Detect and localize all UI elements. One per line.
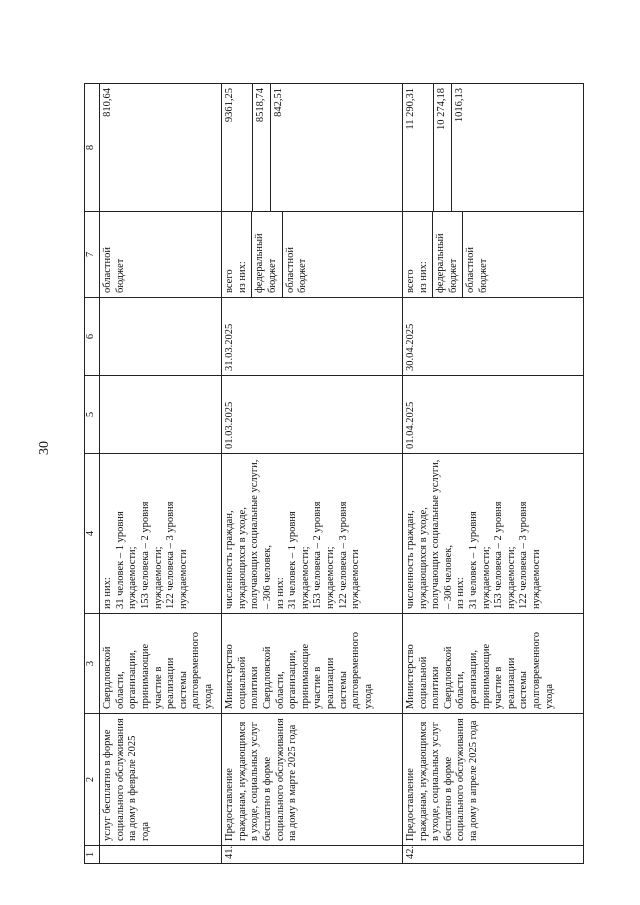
row-number-cell: 41.	[222, 846, 403, 864]
funding-amount: 810,64	[102, 88, 114, 117]
column-header: 5	[85, 376, 100, 454]
activities-table	[84, 83, 584, 864]
row-number-cell: 42.	[403, 846, 584, 864]
table-row	[403, 84, 584, 864]
funding-amount: 1016,13	[451, 84, 469, 211]
service-cell: Предоставление гражданам, нуждающимся в уходе, социальных услуг бесплатно в форме социального обслуживания на дому в марте 2025 года	[222, 714, 403, 846]
end-date-cell	[100, 298, 222, 376]
column-header: 7	[85, 212, 100, 298]
end-date-cell: 31.03.2025	[222, 298, 403, 376]
executor-cell: Министерство социальной политики Свердловской области, организации, принимающие участие в реализации системы долговременного ухода	[222, 614, 403, 714]
amount-cell	[100, 84, 222, 212]
column-header: 4	[85, 454, 100, 614]
table-row	[100, 84, 222, 864]
funding-source: федеральный бюджет	[432, 212, 462, 297]
funding-amount: 10 274,18	[433, 84, 451, 211]
funding-source-cell	[222, 212, 403, 298]
column-header: 2	[85, 714, 100, 846]
indicator-cell: численность граждан, нуждающихся в уходе, получающих социальные услуги, – 306 человек, из них: 31 человек – 1 уровня нуждаемости; 153 человека – 2 уровня нуждаемости; 122 человека – 3 уровня нуждаемости	[222, 454, 403, 614]
service-cell: Предоставление гражданам, нуждающимся в уходе, социальных услуг бесплатно в форме социального обслуживания на дому в апреле 2025 года	[403, 714, 584, 846]
funding-source: областной бюджет	[462, 212, 492, 297]
service-cell: услуг бесплатно в форме социального обслуживания на дому в феврале 2025 года	[100, 714, 222, 846]
funding-source: областной бюджет	[282, 212, 312, 297]
page-number: 30	[37, 441, 52, 455]
amount-cell	[403, 84, 584, 212]
start-date-cell: 01.03.2025	[222, 376, 403, 454]
amount-cell	[222, 84, 403, 212]
rotated-table-container	[84, 84, 584, 864]
funding-amount: 842,51	[270, 84, 288, 211]
funding-source-cell	[100, 212, 222, 298]
executor-cell: Свердловской области, организации, принимающие участие в реализации системы долговременного ухода	[100, 614, 222, 714]
start-date-cell: 01.04.2025	[403, 376, 584, 454]
funding-amount: 8518,74	[252, 84, 270, 211]
table-row	[222, 84, 403, 864]
funding-source: областной бюджет	[102, 247, 126, 293]
column-header: 8	[85, 84, 100, 212]
funding-source-cell	[403, 212, 584, 298]
executor-cell: Министерство социальной политики Свердловской области, организации, принимающие участие в реализации системы долговременного ухода	[403, 614, 584, 714]
funding-source: всего из них:	[405, 261, 429, 293]
indicator-cell: численность граждан, нуждающихся в уходе, получающих социальные услуги, – 306 человек, из них: 31 человек – 1 уровня нуждаемости; 153 человека – 2 уровня нуждаемости; 122 человека – 3 уровня нуждаемости	[403, 454, 584, 614]
column-header: 1	[85, 846, 100, 864]
funding-amount: 11 290,31	[405, 88, 417, 130]
column-number-row	[85, 84, 100, 864]
column-header: 3	[85, 614, 100, 714]
indicator-cell: из них: 31 человек – 1 уровня нуждаемости; 153 человека – 2 уровня нуждаемости; 122 человека – 3 уровня нуждаемости	[100, 454, 222, 614]
funding-amount: 9361,25	[224, 88, 236, 123]
start-date-cell	[100, 376, 222, 454]
funding-source: всего из них:	[224, 261, 248, 293]
row-number-cell	[100, 846, 222, 864]
funding-source: федеральный бюджет	[251, 212, 281, 297]
end-date-cell: 30.04.2025	[403, 298, 584, 376]
column-header: 6	[85, 298, 100, 376]
